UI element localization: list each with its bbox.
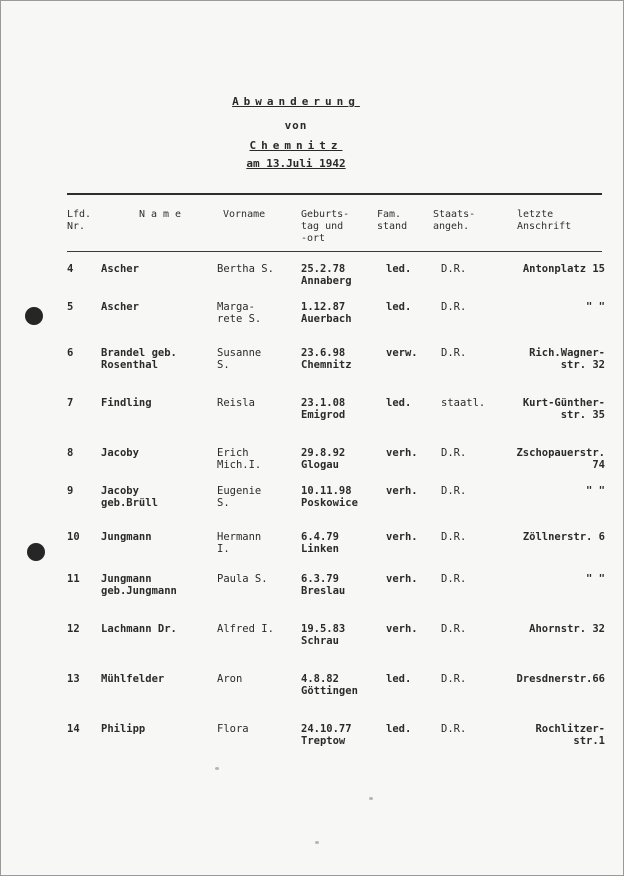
entry-first-name: Erich Mich.I. bbox=[217, 447, 262, 471]
col-header-famstand: Fam. stand bbox=[377, 209, 408, 232]
entry-surname: Ascher bbox=[101, 263, 139, 275]
header-bottom-rule bbox=[67, 251, 602, 252]
col-header-name: Name bbox=[139, 209, 188, 220]
entry-last-address: Zöllnerstr. 6 bbox=[522, 531, 605, 543]
entry-first-name: Eugenie S. bbox=[217, 485, 262, 509]
smudge-mark bbox=[369, 797, 373, 800]
entry-birth: 24.10.77 Treptow bbox=[301, 723, 352, 747]
entry-first-name: Aron bbox=[217, 673, 243, 685]
entry-last-address: Antonplatz 15 bbox=[522, 263, 605, 275]
entry-last-address: " " bbox=[586, 301, 605, 313]
entry-marital-status: led. bbox=[386, 397, 412, 409]
entry-birth: 1.12.87 Auerbach bbox=[301, 301, 352, 325]
entry-first-name: Marga- rete S. bbox=[217, 301, 262, 325]
entry-surname: Lachmann Dr. bbox=[101, 623, 177, 635]
entry-birth: 4.8.82 Göttingen bbox=[301, 673, 358, 697]
entry-marital-status: verh. bbox=[386, 485, 418, 497]
entry-citizenship: D.R. bbox=[441, 531, 467, 543]
entry-surname: Findling bbox=[101, 397, 152, 409]
entry-marital-status: verh. bbox=[386, 531, 418, 543]
entry-number: 10 bbox=[67, 531, 80, 543]
entry-last-address: Rich.Wagner- str. 32 bbox=[529, 347, 605, 371]
entry-surname: Jungmann bbox=[101, 531, 152, 543]
title-line-1: Abwanderung bbox=[232, 95, 360, 108]
entry-marital-status: led. bbox=[386, 673, 412, 685]
col-header-staat: Staats- angeh. bbox=[433, 209, 476, 232]
col-header-vorname: Vorname bbox=[223, 209, 266, 220]
entry-last-address: " " bbox=[586, 485, 605, 497]
entry-surname: Philipp bbox=[101, 723, 146, 735]
entry-birth: 25.2.78 Annaberg bbox=[301, 263, 352, 287]
entry-first-name: Alfred I. bbox=[217, 623, 274, 635]
entry-number: 13 bbox=[67, 673, 80, 685]
entry-first-name: Reisla bbox=[217, 397, 255, 409]
entry-last-address: Ahornstr. 32 bbox=[529, 623, 605, 635]
entry-first-name: Hermann I. bbox=[217, 531, 262, 555]
header-top-rule bbox=[67, 193, 602, 195]
entry-birth: 6.3.79 Breslau bbox=[301, 573, 346, 597]
entry-surname: Brandel geb. Rosenthal bbox=[101, 347, 177, 371]
entry-number: 6 bbox=[67, 347, 74, 359]
entry-last-address: " " bbox=[586, 573, 605, 585]
entry-marital-status: verh. bbox=[386, 573, 418, 585]
entry-citizenship: D.R. bbox=[441, 447, 467, 459]
entry-citizenship: D.R. bbox=[441, 723, 467, 735]
punch-hole-upper bbox=[25, 307, 43, 325]
entry-citizenship: D.R. bbox=[441, 573, 467, 585]
col-header-geburt: Geburts- tag und -ort bbox=[301, 209, 350, 244]
entry-number: 14 bbox=[67, 723, 80, 735]
entry-first-name: Susanne S. bbox=[217, 347, 262, 371]
entry-first-name: Paula S. bbox=[217, 573, 268, 585]
entry-surname: Ascher bbox=[101, 301, 139, 313]
entry-citizenship: D.R. bbox=[441, 301, 467, 313]
entry-marital-status: verh. bbox=[386, 623, 418, 635]
smudge-mark bbox=[215, 767, 219, 770]
entry-citizenship: D.R. bbox=[441, 347, 467, 359]
entry-citizenship: D.R. bbox=[441, 623, 467, 635]
entry-number: 8 bbox=[67, 447, 74, 459]
entry-surname: Mühlfelder bbox=[101, 673, 165, 685]
entry-number: 7 bbox=[67, 397, 74, 409]
entry-marital-status: led. bbox=[386, 301, 412, 313]
entry-number: 11 bbox=[67, 573, 80, 585]
entry-surname: Jacoby geb.Brüll bbox=[101, 485, 158, 509]
smudge-mark bbox=[315, 841, 319, 844]
entry-birth: 10.11.98 Poskowice bbox=[301, 485, 358, 509]
col-header-anschrift: letzte Anschrift bbox=[517, 209, 572, 232]
entry-citizenship: D.R. bbox=[441, 263, 467, 275]
entry-citizenship: D.R. bbox=[441, 673, 467, 685]
entry-first-name: Bertha S. bbox=[217, 263, 274, 275]
title-line-2: von bbox=[284, 119, 308, 132]
entry-number: 5 bbox=[67, 301, 74, 313]
entry-marital-status: verw. bbox=[386, 347, 418, 359]
entry-birth: 19.5.83 Schrau bbox=[301, 623, 346, 647]
punch-hole-lower bbox=[27, 543, 45, 561]
entry-number: 12 bbox=[67, 623, 80, 635]
entry-birth: 6.4.79 Linken bbox=[301, 531, 339, 555]
entry-surname: Jacoby bbox=[101, 447, 139, 459]
entry-last-address: Kurt-Günther- str. 35 bbox=[522, 397, 605, 421]
entry-marital-status: verh. bbox=[386, 447, 418, 459]
entry-number: 9 bbox=[67, 485, 74, 497]
entry-citizenship: staatl. bbox=[441, 397, 486, 409]
entry-last-address: Zschopauerstr. 74 bbox=[516, 447, 605, 471]
title-line-3: Chemnitz bbox=[249, 139, 343, 152]
entry-birth: 23.1.08 Emigrod bbox=[301, 397, 346, 421]
entry-marital-status: led. bbox=[386, 263, 412, 275]
col-header-nr: Lfd. Nr. bbox=[67, 209, 92, 232]
entry-birth: 23.6.98 Chemnitz bbox=[301, 347, 352, 371]
entry-first-name: Flora bbox=[217, 723, 249, 735]
title-line-4: am 13.Juli 1942 bbox=[246, 157, 346, 170]
entry-surname: Jungmann geb.Jungmann bbox=[101, 573, 177, 597]
entry-citizenship: D.R. bbox=[441, 485, 467, 497]
entry-birth: 29.8.92 Glogau bbox=[301, 447, 346, 471]
entry-marital-status: led. bbox=[386, 723, 412, 735]
entry-last-address: Dresdnerstr.66 bbox=[516, 673, 605, 685]
entry-number: 4 bbox=[67, 263, 74, 275]
entry-last-address: Rochlitzer- str.1 bbox=[535, 723, 605, 747]
